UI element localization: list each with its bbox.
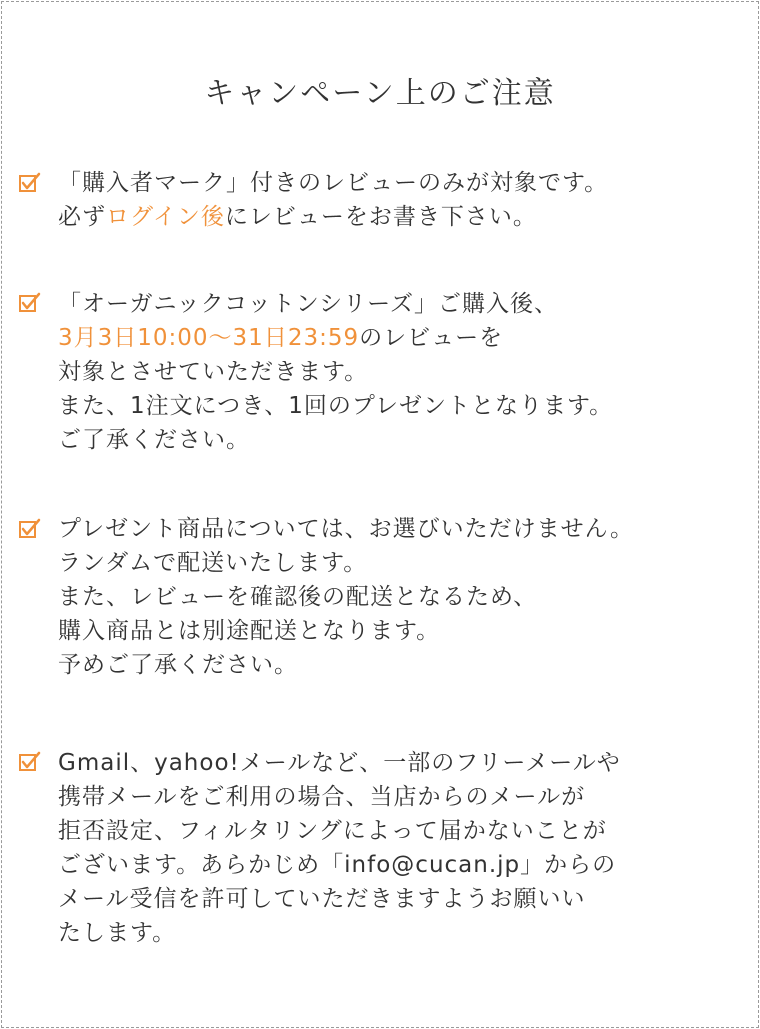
notice-text xyxy=(58,166,758,234)
notice-line: たします。 xyxy=(58,920,177,946)
notice-line: メール受信を許可していただきますようお願いい xyxy=(58,886,586,912)
notice-text xyxy=(58,287,758,457)
notice-line: 「購入者マーク」付きのレビューのみが対象です。 xyxy=(58,170,609,196)
notice-line: ランダムで配送いたします。 xyxy=(58,550,368,576)
notice-line: 携帯メールをご利用の場合、当店からのメールが xyxy=(58,784,586,810)
checkbox-checked-icon xyxy=(19,172,41,192)
notice-line xyxy=(58,200,758,234)
notice-line: また、レビューを確認後の配送となるため、 xyxy=(58,584,538,610)
notice-line xyxy=(58,321,758,355)
notice-line: 拒否設定、フィルタリングによって届かないことが xyxy=(58,818,607,844)
notice-line: また、1注文につき、1回のプレゼントとなります。 xyxy=(58,393,614,419)
text-segment: にレビューをお書き下さい。 xyxy=(224,204,537,230)
text-segment: 必ず xyxy=(58,204,106,230)
notice-line: Gmail、yahoo!メールなど、一部のフリーメールや xyxy=(58,750,621,776)
notice-line: 購入商品とは別途配送となります。 xyxy=(58,618,441,644)
checkbox-checked-icon xyxy=(19,292,41,312)
highlight-text: 3月3日10:00～31日23:59 xyxy=(58,325,360,351)
notice-line: ございます。あらかじめ「info@cucan.jp」からの xyxy=(58,852,617,878)
page-title: キャンペーン上のご注意 xyxy=(204,76,556,111)
notice-line: 対象とさせていただきます。 xyxy=(58,359,369,385)
checkbox-checked-icon xyxy=(19,518,41,538)
notice-text xyxy=(58,512,758,682)
notice-line: 予めご了承ください。 xyxy=(58,652,298,678)
notice-line: ご了承ください。 xyxy=(58,427,250,453)
notice-text xyxy=(58,746,758,950)
notice-line: 「オーガニックコットンシリーズ」ご購入後、 xyxy=(58,291,558,317)
checkbox-checked-icon xyxy=(19,751,41,771)
highlight-text: ログイン後 xyxy=(106,204,225,230)
text-segment: のレビューを xyxy=(359,325,504,351)
notice-line: プレゼント商品については、お選びいただけません。 xyxy=(58,516,634,542)
